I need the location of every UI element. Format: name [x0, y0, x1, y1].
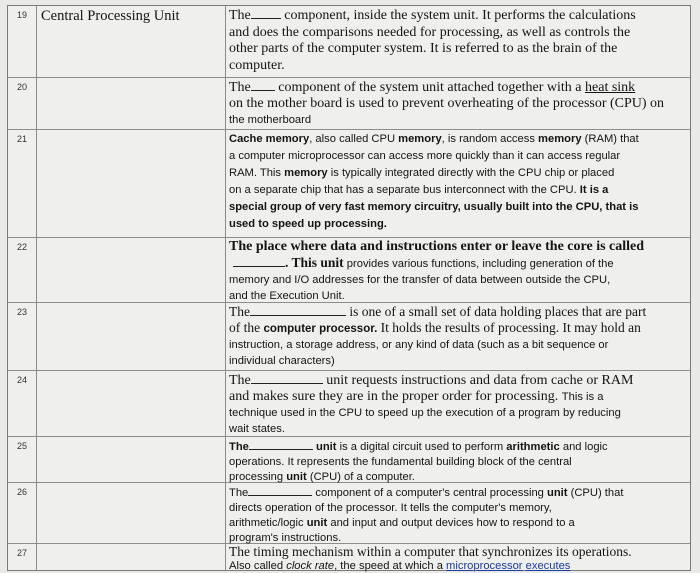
table-row [8, 437, 690, 483]
microprocessor-link[interactable]: microprocessor [446, 560, 523, 572]
row-number: 23 [16, 307, 27, 317]
table-row [8, 303, 690, 371]
row-number: 26 [16, 487, 27, 497]
answer-blank [251, 7, 281, 19]
row-number: 19 [16, 10, 27, 20]
row-number: 27 [16, 548, 27, 558]
table-row [8, 6, 690, 78]
description-cell: The is one of a small set of data holding places that are part of the computer processor. It holds the results of processing. It may hold an instruction, a storage address, or any kind of data (such as a bit sequence or individual characters) [229, 304, 647, 367]
answer-blank [248, 484, 312, 496]
description-cell: The timing mechanism within a computer that synchronizes its operations. Also called clock rate, the speed at which a microprocessor executes [229, 545, 632, 572]
term-cell: Central Processing Unit [41, 8, 180, 24]
answer-blank [251, 372, 323, 384]
answer-blank [251, 79, 275, 91]
answer-blank [249, 438, 313, 450]
description-cell: The component of the system unit attached together with a heat sink on the mother board is used to prevent overheating of the processor (CPU) on the motherboard [229, 80, 665, 126]
executes-link[interactable]: executes [525, 560, 571, 572]
row-number: 20 [16, 82, 27, 92]
table-row [8, 78, 690, 130]
row-number: 25 [16, 441, 27, 451]
description-cell: The component of a computer's central processing unit (CPU) that directs operation of the processor. It tells the computer's memory, arithmetic/logic unit and input and output devices how to respond to a program's instructions. [229, 484, 684, 546]
row-number: 21 [16, 134, 27, 144]
table-row [8, 483, 690, 544]
description-cell: The component, inside the system unit. It performs the calculations and does the comparisons needed for processing, as well as controls the other parts of the computer system. It is referred to as the brain of the computer. [229, 8, 636, 73]
description-cell: The unit is a digital circuit used to perform arithmetic and logic operations. It represents the fundamental building block of the central processing unit (CPU) of a computer. [229, 438, 684, 485]
table-row [8, 130, 690, 238]
answer-blank [233, 255, 285, 267]
description-cell: Cache memory, also called CPU memory, is random access memory (RAM) that a computer microprocessor can access more quickly than it can access regular RAM. This memory is typically integrated directly with the CPU chip or placed on a separate chip that has a separate bus interconnect with the CPU. It is a special group of very fast memory circuitry, usually built into the CPU, that is used to speed up processing. [229, 133, 639, 230]
table-row [8, 238, 690, 303]
row-number: 22 [16, 242, 27, 252]
description-cell: The place where data and instructions enter or leave the core is called . This unit provides various functions, including generation of the memory and I/O addresses for the transfer of data between outside the CPU, and the Execution Unit. [229, 239, 645, 302]
table-row [8, 544, 690, 572]
table-row [8, 371, 690, 437]
description-cell: The unit requests instructions and data from cache or RAM and makes sure they are in the proper order for processing. This is a technique used in the CPU to speed up the execution of a program by reducing wait states. [229, 373, 634, 435]
questions-table [7, 5, 691, 571]
row-number: 24 [16, 375, 27, 385]
heat-sink-link[interactable]: heat sink [585, 80, 636, 95]
answer-blank [250, 304, 346, 316]
